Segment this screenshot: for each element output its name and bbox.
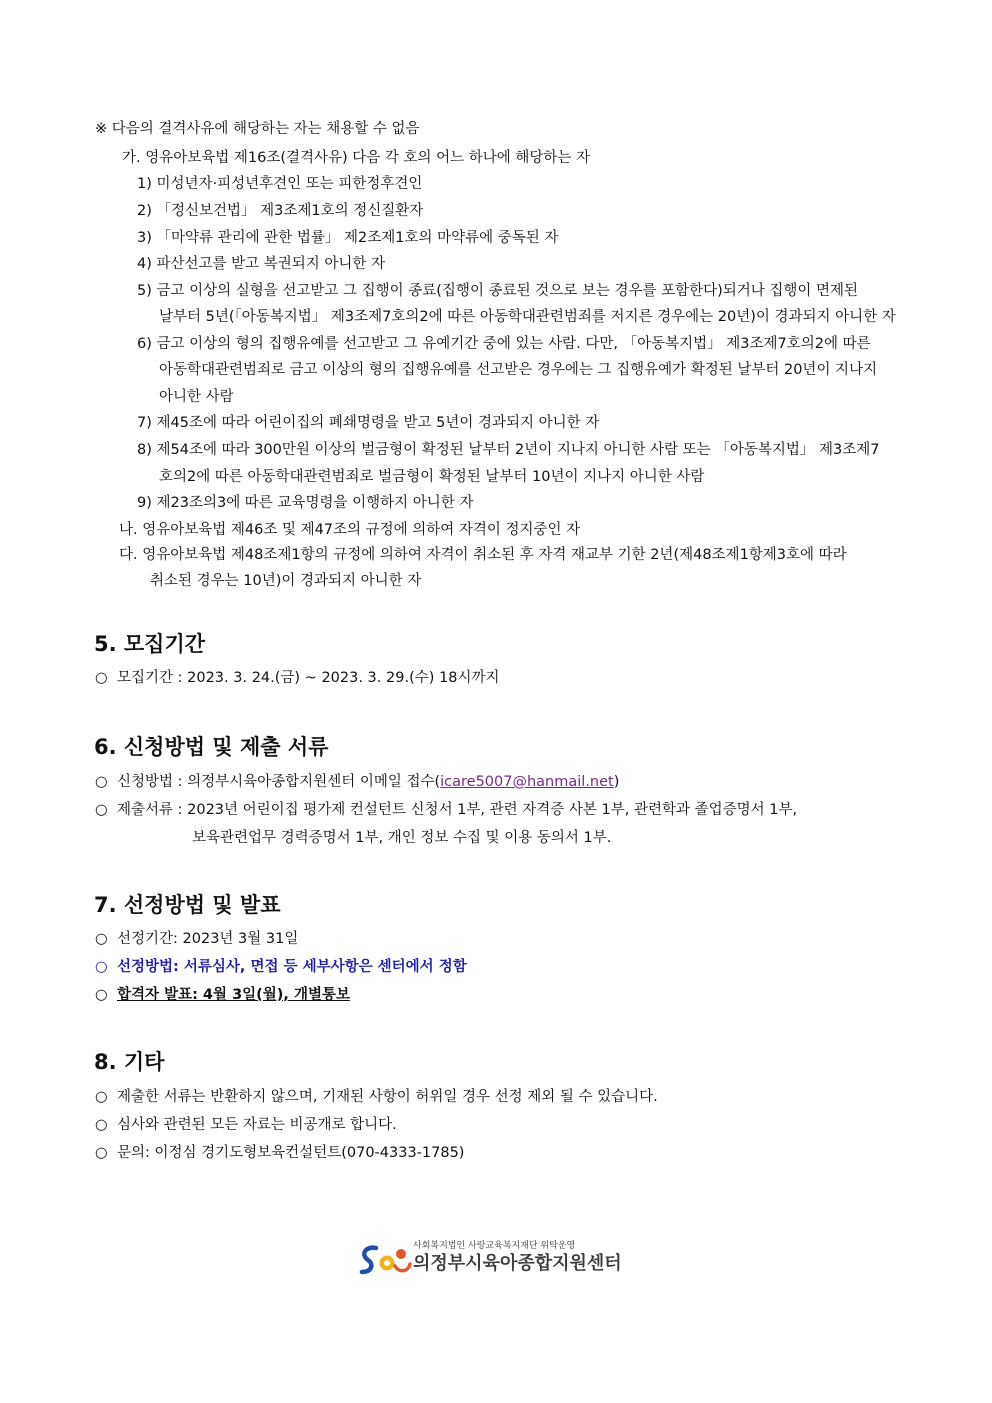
section-7-title: 7. 선정방법 및 발표 — [94, 893, 281, 917]
etc-note — [95, 1087, 658, 1107]
apply-method-suffix: ) — [613, 774, 620, 790]
circle-bullet-icon: ○ — [95, 987, 108, 1003]
disqualification-intro: ※ 다음의 결격사유에 해당하는 자는 채용할 수 없음 — [95, 121, 420, 137]
section-5-title: 5. 모집기간 — [94, 632, 206, 656]
logo-name: 의정부시육아종합지원센터 — [413, 1253, 622, 1274]
etc-note — [95, 1115, 397, 1135]
recruit-period-text: 모집기간 : 2023. 3. 24.(금) ~ 2023. 3. 29.(수) 18시까지 — [117, 670, 500, 686]
disqualification-da: 다. 영유아보육법 제48조제1항의 규정에 의하여 자격이 취소된 후 자격 재교부 기한 2년(제48조제1항제3호에 따라 — [119, 547, 847, 563]
circle-bullet-icon: ○ — [95, 802, 108, 818]
center-emblem-icon — [358, 1242, 412, 1278]
etc-note-text: 제출한 서류는 반환하지 않으며, 기재된 사항이 허위일 경우 선정 제외 될 수 있습니다. — [117, 1089, 658, 1105]
disqualification-da-continuation: 취소된 경우는 10년)이 경과되지 아니한 자 — [150, 573, 422, 589]
contact-info-text: 문의: 이정심 경기도형보육컨설턴트(070-4333-1785) — [117, 1145, 465, 1161]
selection-method-text: 선정방법: 서류심사, 면접 등 세부사항은 센터에서 정함 — [117, 959, 467, 975]
list-item: 7) 제45조에 따라 어린이집의 폐쇄명령을 받고 5년이 경과되지 아니한 자 — [137, 415, 600, 431]
logo-subtitle: 사회복지법인 사랑교육복지재단 위탁운영 — [413, 1241, 576, 1251]
disqualification-ga: 가. 영유아보육법 제16조(결격사유) 다음 각 호의 어느 하나에 해당하는 자 — [122, 150, 591, 166]
list-item: 5) 금고 이상의 실형을 선고받고 그 집행이 종료(집행이 종료된 것으로 보는 경우를 포함한다)되거나 집행이 면제된 — [137, 283, 859, 299]
apply-method-text: 신청방법 : 의정부시육아종합지원센터 이메일 접수( — [117, 774, 441, 790]
center-logo — [358, 1240, 628, 1280]
result-announcement-text: 합격자 발표: 4월 3일(월), 개별통보 — [117, 987, 351, 1003]
selection-period-text: 선정기간: 2023년 3월 31일 — [117, 931, 299, 947]
list-item: 1) 미성년자·피성년후견인 또는 피한정후견인 — [137, 176, 423, 192]
list-item-continuation: 아동학대관련범죄로 금고 이상의 형의 집행유예를 선고받은 경우에는 그 집행유예가 확정된 날부터 20년이 지나지 — [159, 362, 878, 378]
list-item: 6) 금고 이상의 형의 집행유예를 선고받고 그 유예기간 중에 있는 사람. 다만, 「아동복지법」 제3조제7호의2에 따른 — [137, 336, 871, 352]
list-item-continuation: 호의2에 따른 아동학대관련범죄로 벌금형이 확정된 날부터 10년이 지나지 아니한 사람 — [159, 469, 705, 485]
submit-docs-continuation: 보육관련업무 경력증명서 1부, 개인 정보 수집 및 이용 동의서 1부. — [192, 830, 612, 846]
list-item-continuation: 아니한 사람 — [159, 389, 234, 405]
circle-bullet-icon: ○ — [95, 1117, 108, 1133]
list-item: 4) 파산선고를 받고 복권되지 아니한 자 — [137, 256, 386, 272]
list-item: 9) 제23조의3에 따른 교육명령을 이행하지 아니한 자 — [137, 495, 474, 511]
circle-bullet-icon: ○ — [95, 670, 108, 686]
selection-period — [95, 929, 298, 949]
circle-bullet-icon: ○ — [95, 931, 108, 947]
circle-bullet-icon: ○ — [95, 1089, 108, 1105]
circle-bullet-icon: ○ — [95, 774, 108, 790]
list-item: 8) 제54조에 따라 300만원 이상의 벌금형이 확정된 날부터 2년이 지나지 아니한 사람 또는 「아동복지법」 제3조제7 — [137, 442, 880, 458]
result-announcement — [95, 985, 350, 1005]
circle-bullet-icon: ○ — [95, 959, 108, 975]
circle-bullet-icon: ○ — [95, 1145, 108, 1161]
selection-method — [95, 957, 467, 977]
section-6-title: 6. 신청방법 및 제출 서류 — [94, 735, 329, 759]
list-item: 2) 「정신보건법」 제3조제1호의 정신질환자 — [137, 203, 424, 219]
submit-docs — [95, 800, 797, 820]
disqualification-na: 나. 영유아보육법 제46조 및 제47조의 규정에 의하여 자격이 정지중인 자 — [119, 522, 581, 538]
contact-info — [95, 1143, 464, 1163]
submit-docs-text: 제출서류 : 2023년 어린이집 평가제 컨설턴트 신청서 1부, 관련 자격증 사본 1부, 관련학과 졸업증명서 1부, — [117, 802, 798, 818]
list-item: 3) 「마약류 관리에 관한 법률」 제2조제1호의 마약류에 중독된 자 — [137, 230, 559, 246]
recruit-period — [95, 668, 499, 688]
etc-note-text: 심사와 관련된 모든 자료는 비공개로 합니다. — [117, 1117, 397, 1133]
list-item-continuation: 날부터 5년(「아동복지법」 제3조제7호의2에 따른 아동학대관련범죄를 저지른 경우에는 20년)이 경과되지 아니한 자 — [159, 309, 896, 325]
apply-method — [95, 772, 619, 792]
section-8-title: 8. 기타 — [94, 1050, 165, 1074]
email-link[interactable]: icare5007@hanmail.net — [440, 774, 614, 790]
